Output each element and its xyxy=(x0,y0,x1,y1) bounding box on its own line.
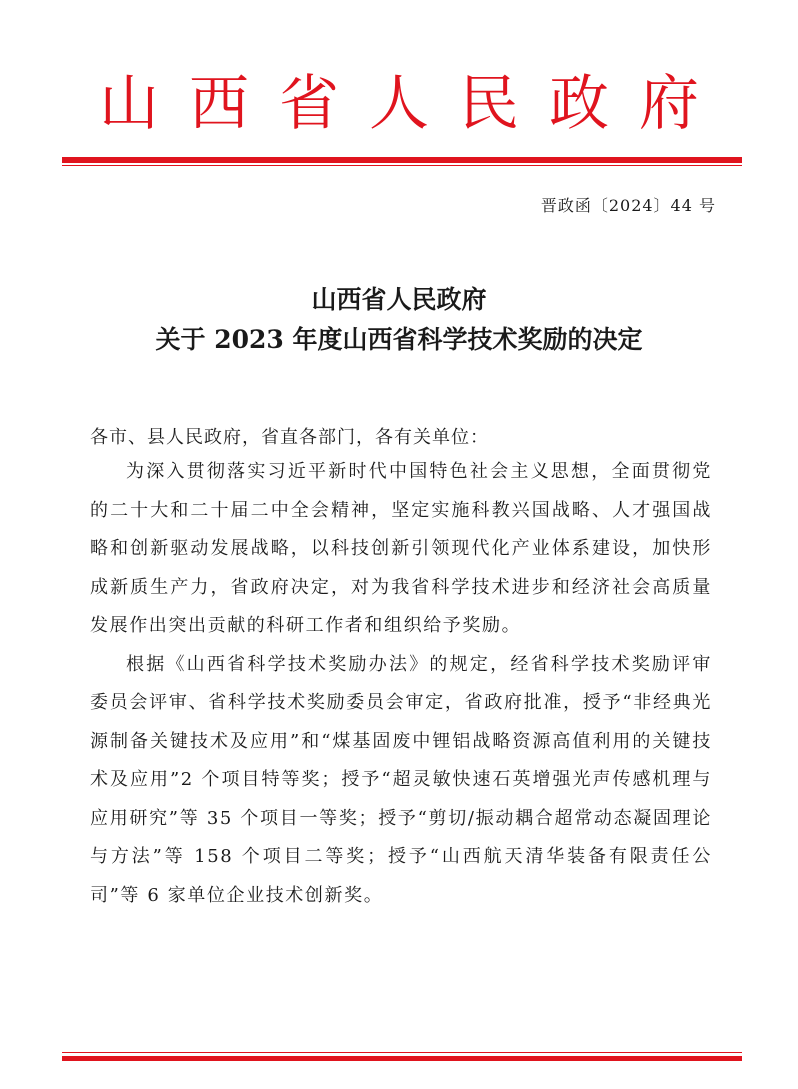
footer-red-rule xyxy=(62,1056,742,1061)
document-title-line-2: 关于 2023 年度山西省科学技术奖励的决定 xyxy=(155,325,643,354)
salutation: 各市、县人民政府，省直各部门，各有关单位： xyxy=(90,427,489,448)
body-paragraph-2: 根据《山西省科学技术奖励办法》的规定，经省科学技术奖励评审委员会评审、省科学技术奖励委员会审定，省政府批准，授予“非经典光源制备关键技术及应用”和“煤基固废中锂铝战略资源高值利用的关键技术及应用”2 个项目特等奖；授予“超灵敏快速石英增强光声传感机理与应用研究”等 35 个项目一等奖；授予“剪切/振动耦合超常动态凝固理论与方法”等 158 个项目二等奖；授予“山西航天清华装备有限责任公司”等 6 家单位企业技术创新奖。 xyxy=(90,653,712,906)
masthead-title: 山西省人民政府 xyxy=(99,69,729,139)
body-paragraph-1: 为深入贯彻落实习近平新时代中国特色社会主义思想，全面贯彻党的二十大和二十届二中全会精神，坚定实施科教兴国战略、人才强国战略和创新驱动发展战略，以科技创新引领现代化产业体系建设，加快形成新质生产力，省政府决定，对为我省科学技术进步和经济社会高质量发展作出突出贡献的科研工作者和组织给予奖励。 xyxy=(90,461,712,636)
document-title-line-1: 山西省人民政府 xyxy=(311,285,487,314)
masthead-red-rule xyxy=(62,157,742,163)
document-title xyxy=(0,280,798,360)
footer-red-rule-thin xyxy=(62,1052,742,1053)
document-body xyxy=(90,453,712,915)
document-number: 晋政函〔2024〕44 号 xyxy=(540,196,716,215)
masthead-red-rule-thin xyxy=(62,165,742,166)
